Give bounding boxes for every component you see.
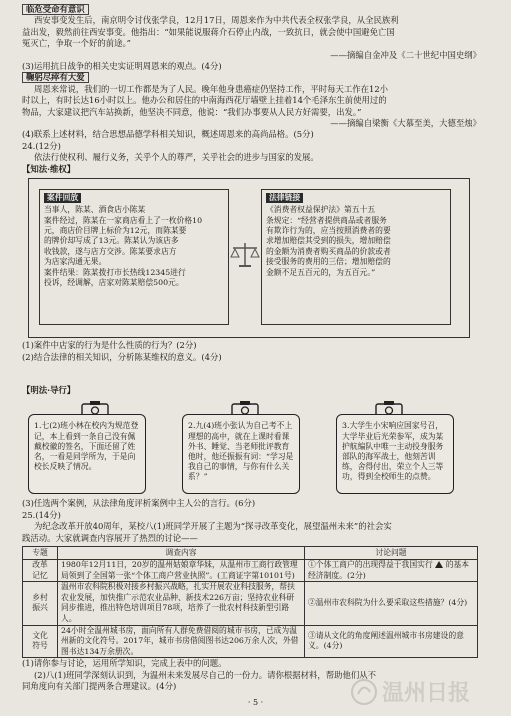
question: (3)任选两个案例，从法律角度评析案例中主人公的言行。(6分) <box>22 498 256 509</box>
law-line: 的金额为消费者购买商品的价款或者 <box>266 246 391 256</box>
section-tag: 临危受命有意识 <box>22 4 89 15</box>
row-content: 1980年12月11日，20岁的温州姑娘章华妹，从温州市工商行政管理局领到了全国第一张“个体工商户营业执照”。(工商证字第10101号) <box>58 559 305 581</box>
section-heading: 【明法·导行】 <box>22 384 76 395</box>
table-row <box>23 559 478 581</box>
survey-table <box>22 546 478 658</box>
question: 同角度向有关部门提两条合理建议。(4分) <box>22 681 177 692</box>
row-category: 改革 记忆 <box>23 559 58 581</box>
question: (1)案件中店家的行为是什么性质的行为？(2分) <box>22 340 197 351</box>
case-card-1: 1.七(2)班小林在校内为规范登记，本上看到一条自己没有佩戴校徽的签名，下面还留了姓名，一看是同学所为，于是向校长反映了情况。 <box>28 414 146 494</box>
case-line: 案件经过，陈某在一家商店看上了一枚价格10 <box>44 215 203 225</box>
row-category: 乡村 振兴 <box>23 582 58 625</box>
case-line: 案件结果：陈某拨打市长热线12345进行 <box>44 267 186 277</box>
law-title: 法律链接 <box>266 193 303 203</box>
section-heading: 【知法·维权】 <box>22 163 76 174</box>
question-intro: 为纪念改革开放40周年，某校八(1)班同学开展了主题为“探寻改革变化，展望温州未来”的社会实 <box>34 521 392 532</box>
case-title: 案件回放 <box>44 193 81 203</box>
section-tag: 鞠躬尽瘁有大爱 <box>22 72 89 83</box>
case-line: 元，商店价目牌上标价为12元，而陈某要 <box>44 225 187 235</box>
law-line: 求增加赔偿其受到的损失，增加赔偿 <box>266 236 391 246</box>
para-line: 周恩来常说，我们的一切工作都是为了人民。晚年他身患癌症仍坚持工作，平时每天工作在12小 <box>34 83 389 94</box>
newspaper-logo <box>350 676 485 708</box>
table-header: 讨论问题 <box>305 546 478 559</box>
law-line: 《消费者权益保护法》第五十五 <box>266 205 376 215</box>
case-line: 投诉，经调解，店家对陈某赔偿500元。 <box>44 277 184 287</box>
question: (2)结合法律的相关知识，分析陈某维权的意义。(4分) <box>22 351 222 362</box>
case-line: 为店家沟通无果。 <box>44 257 107 267</box>
table-header: 专题 <box>23 546 58 559</box>
source-line: ——摘编自金冲及《二十世纪中国史纲》 <box>330 49 481 60</box>
table-row <box>23 582 478 625</box>
question-intro: 践活动。大家就调查内容展开了热烈的讨论—— <box>22 532 198 543</box>
table-header: 调查内容 <box>58 546 305 559</box>
question-intro: 依法行使权利、履行义务，关乎个人的尊严，关乎社会的进步与国家的发展。 <box>34 152 319 163</box>
question: (3)运用抗日战争的相关史实证明周恩来的观点。(4分) <box>22 61 222 72</box>
row-discuss: ②温州市农科院为什么要采取这些措施？(4分) <box>305 582 478 625</box>
para-line: 西安事变发生后，南京明令讨伐张学良，12月17日，周恩来作为中共代表全权张学良，从全民族利 <box>34 15 399 26</box>
case-line: 收钱款，遂与店方交涉。陈某要求店方 <box>44 246 177 256</box>
question: (4)联系上述材料，结合思想品德学科相关知识，概述周恩来的高尚品格。(5分) <box>22 129 314 140</box>
law-line: 条规定：“经营者提供商品或者服务 <box>266 215 387 225</box>
case-card-2: 2.九(4)班小张认为自己考不上理想的高中，就在上课时看课外书、睡觉、当老师批评教育他时，他还振振有词：“学习是我自己的事情，与你有什么关系？” <box>182 414 300 494</box>
case-line: 的牌价却写成了13元。陈某认为该店多 <box>44 236 179 246</box>
para-line: 时以上，有时长达16小时以上。他办公和居住的中南海西花厅墙壁上挂着14个毛泽东生前使用过的 <box>22 95 387 106</box>
row-discuss <box>305 559 478 581</box>
para-line: 益出发，毅然前往西安事变。他指出：“如果能说服蒋介石停止内战，一致抗日，就会使中国避免亡国 <box>22 26 395 37</box>
source-line: ——摘编自梁衡《大慕至美，大德至烛》 <box>330 118 481 129</box>
case-replay-box <box>39 189 229 325</box>
page-number: · 5 · <box>247 698 264 707</box>
question-number: 24.(12分) <box>22 140 61 151</box>
para-line: 冤灭亡，争取一个好的前途。” <box>22 38 131 49</box>
case-line: 当事人，陈某、酒食店小陈某 <box>44 205 146 215</box>
para-line: 物品，大家建议把汽车站换新，他坚决不同意，他说：“我们办事要从人民方好需要，出发。” <box>22 106 362 117</box>
law-line: 有欺诈行为的，应当按照消费者的要 <box>266 225 391 235</box>
table-header-row <box>23 546 478 559</box>
case-card-3: 3.大学生小宋响应国家号召，大学毕业后光荣参军，成为某护航编队中唯一主动投身服务部队的海军战士，他刻苦训练，舍得付出，荣立个人三等功，得到全校师生的点赞。 <box>336 414 454 494</box>
row-discuss: ③请从文化的角度阐述温州城市书房建设的意义。(4分) <box>305 625 478 658</box>
discuss-text: ①个体工商户的出现得益于我国实行 <box>308 559 433 569</box>
question-number: 25.(14分) <box>22 509 61 520</box>
case-panel <box>28 178 470 338</box>
row-content: 24小时全温州城书房，面向所有人群免费借阅的城市书房，已成为温州新的文化符号。2017年，城市书房借阅图书达206万余人次，外借图书达134万余册次。 <box>58 625 305 658</box>
law-line: 金额不足五百元的，为五百元。” <box>266 267 376 277</box>
discuss-text: 的基本经济制度。(2分) <box>308 559 470 580</box>
question: (1)请你参与讨论，运用所学知识，完成上表中的问题。 <box>22 658 227 669</box>
logo-text: 温州日报 <box>382 680 471 706</box>
table-row <box>23 625 478 658</box>
case-cards <box>22 400 481 496</box>
row-content: 温州市农科院积极对接乡村振兴战略，扎实开展农业科技服务，帮扶农业发展，加快推广示范农业品种、新技术226万亩；坚持农业科研同步推进，推出特色培训项目78项，培养了一批农村科技新型引路人。 <box>58 582 305 625</box>
row-category: 文化 符号 <box>23 625 58 658</box>
question: (2)八(1)班同学深刻认识到，为温州未来发展尽自己的一份力。请你根据材料，帮助他们从不 <box>34 669 376 680</box>
blank-triangle-icon <box>435 561 443 568</box>
law-line: 接受服务的费用的三倍；增加赔偿的 <box>266 257 391 267</box>
law-link-box <box>261 189 451 325</box>
scales-icon <box>229 239 261 269</box>
